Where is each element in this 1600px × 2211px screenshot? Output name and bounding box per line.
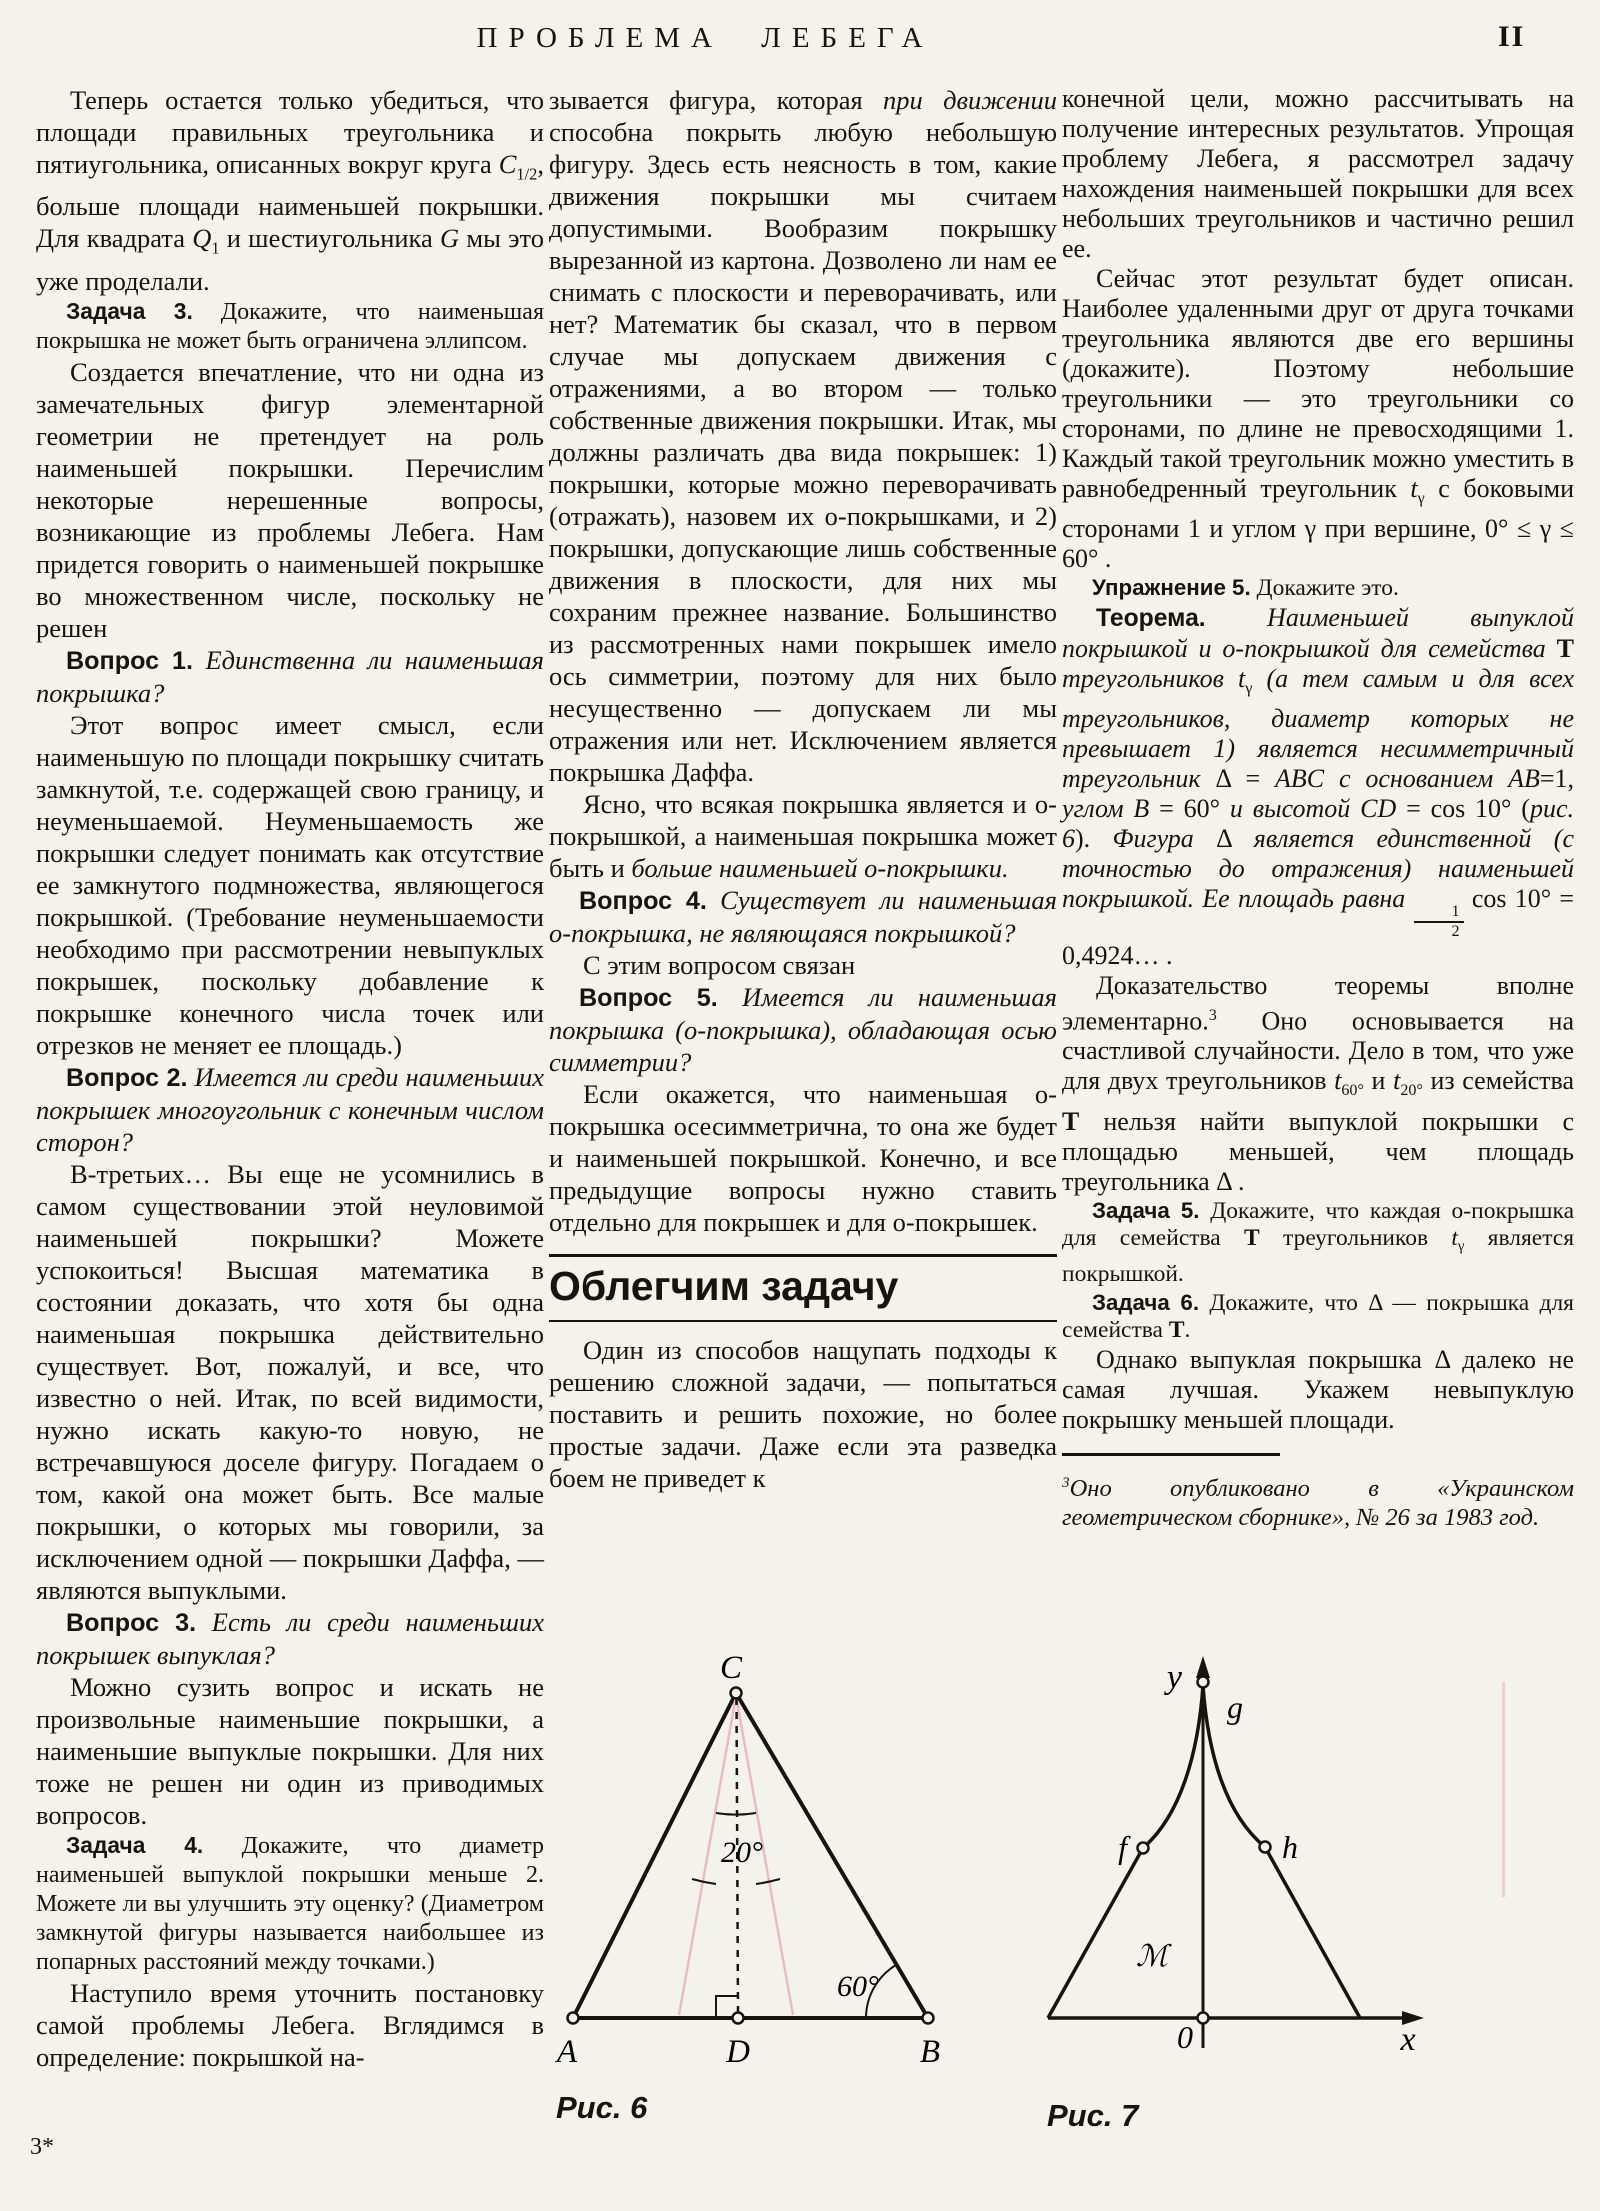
y-axis	[1196, 1656, 1210, 2048]
paragraph: Создается впечатление, что ни одна из замечательных фигур элементарной геометрии не претендует на роль наименьшей покрышки. Перечислим некоторые нерешенные вопросы, возникающие из проблемы Лебега. Нам придется говорить о наименьшей покрышке во множественном числе, поскольку не решен	[36, 356, 544, 643]
vertex-label-c: C	[719, 1650, 743, 1686]
column-3	[1062, 84, 1574, 1532]
task-6: Задача 6. Докажите, что Δ — покрышка для семейства T.	[1062, 1289, 1574, 1344]
theorem: Теорема. Наименьшей выпуклой покрышкой и о-покрышкой для семейства T треугольников $t_\gamma$ (а тем самым и для всех треугольников, диаметр которых не превышает 1) является несимметричный треугольник Δ = ABC с основанием AB=1, углом B = 60° и высотой CD = cos 10° (рис. 6). Фигура Δ является единственной (с точностью до отражения) наименьшей покрышкой. Ее площадь равна $\frac{1}{2}$ cos 10° = 0,4924… .	[1062, 602, 1575, 970]
page-title: ПРОБЛЕМА ЛЕБЕГА	[476, 22, 934, 54]
figure-6	[545, 1650, 1025, 2090]
question-3: Вопрос 3. Есть ли среди наименьших покрышек выпуклая?	[36, 1606, 545, 1670]
vertex-label-d: D	[726, 2034, 750, 2070]
paragraph: В-третьих… Вы еще не усомнились в самом существовании этой неуловимой наименьшей покрышки? Можете успокоиться! Высшая математика в состоянии доказать, что хотя бы одна наименьшая покрышка действительно существует. Вот, пожалуй, и все, что известно о ней. Итак, по всей видимости, нужно искать какую-то новую, не встречавшуюся доселе фигуру. Погадаем о том, какой она может быть. Все малые покрышки, о которых мы говорили, за исключением одной — покрышки Даффа, — являются выпуклыми.	[36, 1158, 544, 1605]
question-2: Вопрос 2. Имеется ли среди наименьших покрышек многоугольник с конечным числом сторон?	[36, 1061, 545, 1157]
point-label-f: f	[1118, 1829, 1127, 1865]
column-1	[36, 84, 544, 2073]
paragraph: Один из способов нащупать подходы к решению сложной задачи, — попытаться поставить и решить похожие, но более простые задачи. Даже если эта разведка боем не приведет к	[549, 1335, 1057, 1494]
footnote	[1062, 1453, 1574, 1532]
figure-6-caption: Рис. 6	[556, 2090, 648, 2125]
figure-7-caption: Рис. 7	[1047, 2098, 1139, 2133]
page-number: II	[1498, 20, 1526, 53]
angle-label-60: 60°	[837, 1970, 879, 2003]
section-heading: Облегчим задачу	[549, 1254, 1057, 1322]
paragraph: Доказательство теоремы вполне элементарно.$^3$ Оно основывается на счастливой случайности. Дело в том, что уже для двух треугольников $t_{60^\circ}$ и $t_{20^\circ}$ из семейства T нельзя найти выпуклой покрышки с площадью меньшей, чем площадь треугольника Δ .	[1062, 970, 1574, 1196]
task-5: Задача 5. Докажите, что каждая о-покрышка для семейства T треугольников $t_\gamma$ является покрышкой.	[1062, 1197, 1574, 1288]
paragraph: Этот вопрос имеет смысл, если наименьшую по площади покрышку считать замкнутой, т.е. содержащей свою границу, и неуменьшаемой. Неуменьшаемость же покрышки следует понимать как отсутствие ее замкнутого подмножества, являющегося покрышкой. (Требование неуменьшаемости необходимо при рассмотрении невыпуклых покрышек, поскольку добавление к покрышке конечного числа точек или отрезков не меняет ее площадь.)	[36, 709, 544, 1060]
question-5: Вопрос 5. Имеется ли наименьшая покрышка (о-покрышка), обладающая осью симметрии?	[549, 982, 1057, 1077]
footnote-rule	[1062, 1453, 1280, 1456]
x-axis	[1048, 2011, 1424, 2025]
paragraph: зывается фигура, которая при движении способна покрыть любую небольшую фигуру. Здесь есть неясность в том, какие движения покрышки мы считаем допустимыми. Вообразим покрышку вырезанной из картона. Дозволено ли нам ее снимать с плоскости и переворачивать, или нет? Математик бы сказал, что в первом случае мы допускаем движения с отражениями, а во втором — только собственные движения покрышки. Итак, мы должны различать два вида покрышек: 1) покрышки, которые можно переворачивать (отражать), назовем их о-покрышками, и 2) покрышки, допускающие лишь собственные движения в плоскости, для них мы сохраним прежнее название. Большинство из рассмотренных нами покрышек имело ось симметрии, поэтому для них было несущественно — допускаем ли мы отражения или нет. Исключением является покрышка Даффа.	[549, 85, 1057, 787]
axis-label-y: y	[1166, 1659, 1182, 1696]
paragraph: конечной цели, можно рассчитывать на получение интересных результатов. Упрощая проблему Лебега, я рассмотрел задачу нахождения наименьшей покрышки для всех небольших треугольников и частично решил ее.	[1062, 84, 1574, 263]
region-label-m: ℳ	[1135, 1940, 1169, 1973]
task-3: Задача 3. Докажите, что наименьшая покрышка не может быть ограничена эллипсом.	[36, 297, 544, 354]
question-1: Вопрос 1. Единственна ли наименьшая покрышка?	[36, 644, 544, 708]
paragraph: Если окажется, что наименьшая о-покрышка осесимметрична, то она же будет и наименьшей покрышкой. Конечно, и все предыдущие вопросы нужно ставить отдельно для покрышек и для о-покрышек.	[549, 1079, 1057, 1237]
vertex-label-a: A	[556, 2034, 578, 2070]
figure-7	[1030, 1650, 1590, 2090]
paragraph: С этим вопросом связан	[583, 950, 856, 980]
vertex-label-b: B	[919, 2034, 941, 2070]
origin-label: 0	[1177, 2019, 1193, 2055]
scan-artifact	[1502, 1682, 1505, 1897]
paragraph: Теперь остается только убедиться, что площади правильных треугольника и пятиугольника, описанных вокруг круга $C_{1/2}$, больше площади наименьшей покрышки. Для квадрата $Q_1$ и шестиугольника G мы это уже проделали.	[36, 85, 545, 296]
signature-mark: 3*	[30, 2134, 54, 2160]
footnote-text: $^3$Оно опубликовано в «Украинском геометрическом сборнике», № 26 за 1983 год.	[1062, 1473, 1574, 1532]
angle-label-20: 20°	[721, 1836, 763, 1869]
paragraph: Наступило время уточнить постановку самой проблемы Лебега. Вглядимся в определение: покрышкой на-	[36, 1977, 544, 2072]
paragraph: Можно сузить вопрос и искать не произвольные наименьшие покрышки, а наименьшие выпуклые покрышки. Для них тоже не решен ни один из приводимых вопросов.	[36, 1671, 544, 1830]
task-4: Задача 4. Докажите, что диаметр наименьшей выпуклой покрышки меньше 2. Можете ли вы улучшить эту оценку? (Диаметром замкнутой фигуры называется наибольшее из попарных расстояний между точками.)	[36, 1831, 544, 1975]
axis-label-x: x	[1400, 2021, 1416, 2058]
paragraph: Ясно, что всякая покрышка является и о-покрышкой, а наименьшая покрышка может быть и больше наименьшей о-покрышки.	[549, 789, 1057, 883]
question-4: Вопрос 4. Существует ли наименьшая о-покрышка, не являющаяся покрышкой?	[549, 885, 1057, 948]
paragraph: Однако выпуклая покрышка Δ далеко не самая лучшая. Укажем невыпуклую покрышку меньшей площади.	[1062, 1344, 1574, 1434]
point-label-h: h	[1282, 1829, 1298, 1865]
column-2	[549, 84, 1057, 1494]
paragraph: Сейчас этот результат будет описан. Наиболее удаленными друг от друга точками треугольника являются две его вершины (докажите). Поэтому небольшие треугольники — это треугольники со сторонами, по длине не превосходящими 1. Каждый такой треугольник можно уместить в равнобедренный треугольник $t_\gamma$ с боковыми сторонами 1 и углом γ при вершине, 0° ≤ γ ≤ 60° .	[1062, 264, 1574, 574]
exercise-5: Упражнение 5. Докажите это.	[1092, 575, 1399, 602]
curve-label-g: g	[1227, 1689, 1243, 1725]
